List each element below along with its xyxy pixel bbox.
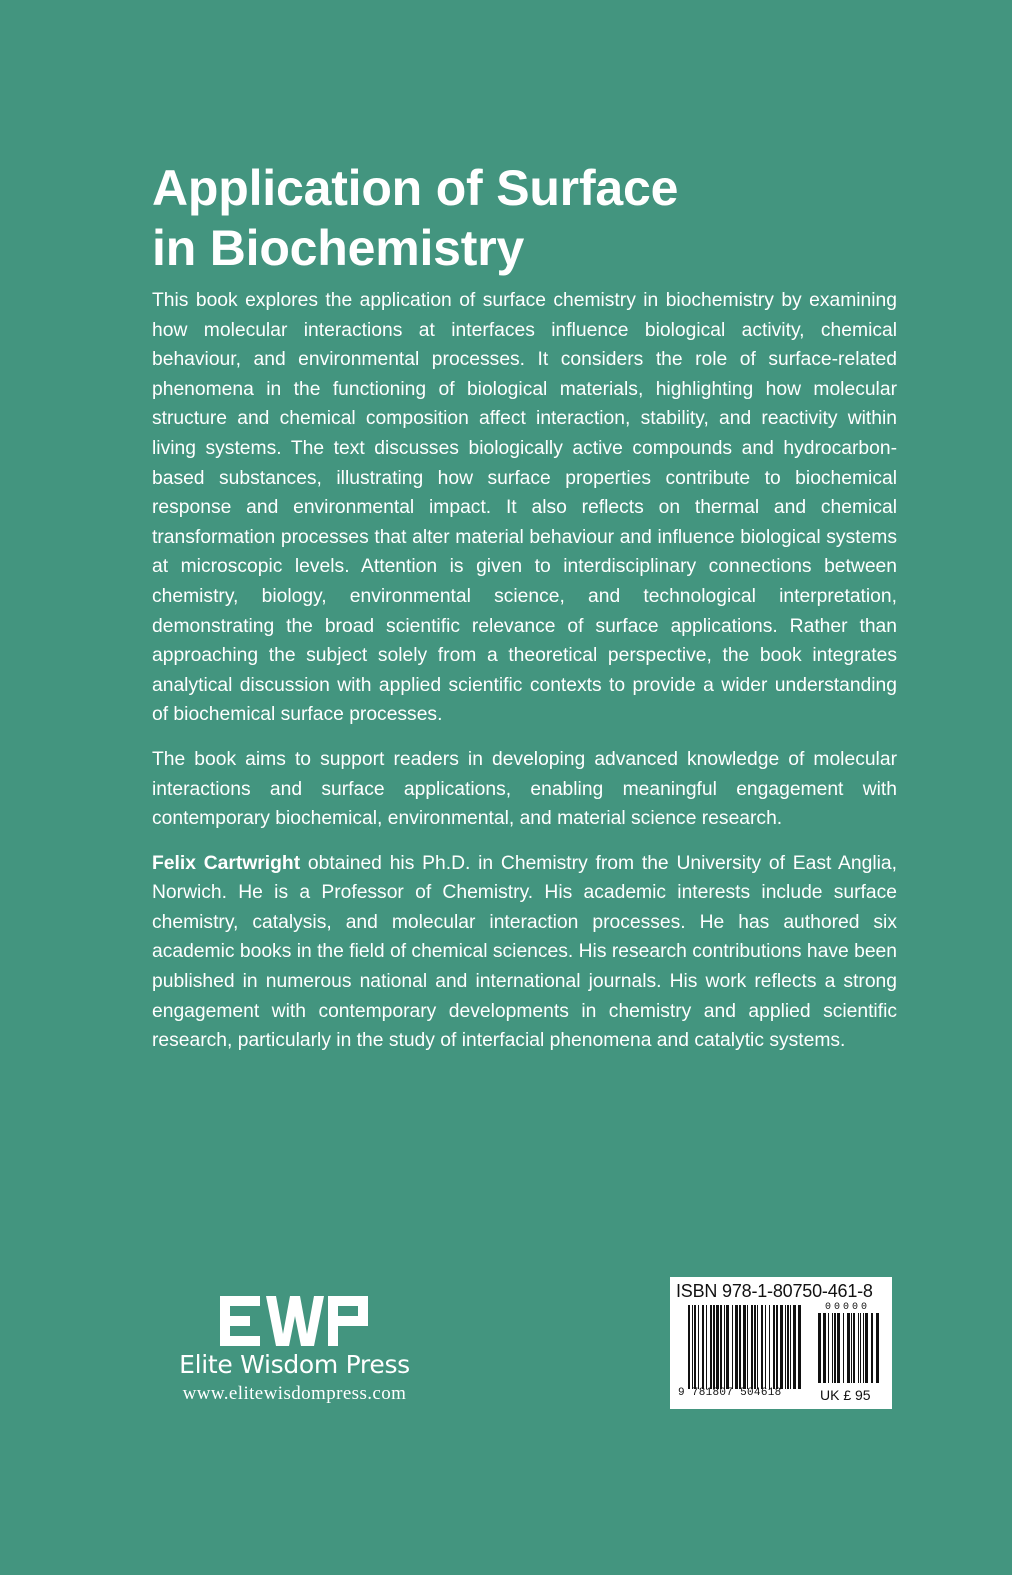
isbn-number: ISBN 978-1-80750-461-8: [676, 1281, 873, 1301]
price: UK £ 95: [820, 1387, 871, 1403]
barcode-bar: [843, 1313, 844, 1383]
barcode-bar: [876, 1313, 879, 1383]
barcode-bar: [823, 1313, 826, 1383]
barcode-bar: [832, 1313, 833, 1383]
barcode-bar: [716, 1305, 719, 1389]
barcode-bar: [858, 1313, 859, 1383]
barcode-bar: [860, 1313, 861, 1383]
blurb: [152, 286, 897, 1071]
barcode-bar: [780, 1305, 783, 1389]
author-bio-text: obtained his Ph.D. in Chemistry from the University of East Anglia, Norwich. He is a Professor of Chemistry. His academic interests include surface chemistry, catalysis, and molecular interaction processes. He has authored six academic books in the field of chemical sciences. His research contributions have been published in numerous national and international journals. His work reflects a strong engagement with contemporary developments in chemistry and applied scientific research, particularly in the study of interfacial phenomena and catalytic systems.: [152, 852, 897, 1052]
barcode-bar: [834, 1313, 836, 1383]
book-title: [152, 158, 912, 278]
barcode-bar: [688, 1305, 690, 1389]
barcode-bar: [694, 1305, 696, 1389]
barcode-bar: [787, 1305, 789, 1389]
barcode-bar: [773, 1305, 775, 1389]
barcode-bar: [702, 1305, 704, 1389]
barcode-bar: [713, 1305, 715, 1389]
author-bio: [152, 849, 897, 1056]
barcode-bar: [761, 1305, 763, 1389]
barcode-bar: [757, 1305, 758, 1389]
barcode-bar: [720, 1305, 722, 1389]
publisher-url: www.elitewisdompress.com: [182, 1383, 407, 1404]
barcode-bar: [724, 1305, 725, 1389]
barcode-bar: [743, 1305, 746, 1389]
book-title-line-2: in Biochemistry: [152, 220, 525, 276]
barcode-digits: 9 781807 504618: [678, 1387, 782, 1399]
barcode-bar: [747, 1305, 748, 1389]
barcode-addon-digits: 00000: [825, 1302, 871, 1313]
barcode-bar: [692, 1305, 693, 1389]
barcode-bar: [790, 1305, 791, 1389]
barcode-bar: [754, 1305, 756, 1389]
description-paragraph-1: This book explores the application of surface chemistry in biochemistry by examining how molecular interactions at interfaces influence biological activity, chemical behaviour, and environmental processes. It considers the role of surface-related phenomena in the functioning of biological materials, highlighting how molecular structure and chemical composition affect interaction, stability, and reactivity within living systems. The text discusses biologically active compounds and hydrocarbon-based substances, illustrating how surface properties contribute to biochemical response and environmental impact. It also reflects on thermal and chemical transformation processes that alter material behaviour and influence biological systems at microscopic levels. Attention is given to interdisciplinary connections between chemistry, biology, environmental science, and technological interpretation, demonstrating the broad scientific relevance of surface applications. Rather than approaching the subject solely from a theoretical perspective, the book integrates analytical discussion with applied scientific contexts to provide a wider understanding of biochemical surface processes.: [152, 290, 897, 726]
barcode-bar: [871, 1313, 873, 1383]
author-name: Felix Cartwright: [152, 852, 301, 874]
barcode-bar: [793, 1305, 796, 1389]
barcode-bar: [837, 1313, 840, 1383]
publisher-name: Elite Wisdom Press: [179, 1350, 410, 1379]
barcode-bar: [785, 1305, 786, 1389]
barcode-bar: [751, 1305, 753, 1389]
book-title-line-1: Application of Surface: [152, 160, 679, 216]
barcode-bar: [706, 1305, 707, 1389]
barcode-bar: [769, 1305, 770, 1389]
barcode-bar: [765, 1305, 766, 1389]
barcode-bar: [865, 1313, 868, 1383]
barcode-bar: [863, 1313, 864, 1383]
barcode-bar: [851, 1313, 852, 1383]
barcode-bar: [732, 1305, 733, 1389]
barcode-bar: [828, 1313, 829, 1383]
barcode-bar: [853, 1313, 855, 1383]
barcode-bar: [818, 1313, 821, 1383]
barcode-bar: [798, 1305, 801, 1389]
barcode-bar: [735, 1305, 738, 1389]
barcode-bar: [698, 1305, 699, 1389]
barcode-bar: [726, 1305, 729, 1389]
description-paragraph-2: The book aims to support readers in developing advanced knowledge of molecular interactions and surface applications, enabling meaningful engagement with contemporary biochemical, environmental, and material science research.: [152, 748, 897, 830]
barcode-bar: [776, 1305, 778, 1389]
publisher-block: [152, 1296, 437, 1406]
barcode-bar: [847, 1313, 850, 1383]
barcode: [670, 1277, 892, 1409]
barcode-bar: [739, 1305, 741, 1389]
publisher-logo: [220, 1296, 370, 1346]
barcode-bar: [710, 1305, 712, 1389]
